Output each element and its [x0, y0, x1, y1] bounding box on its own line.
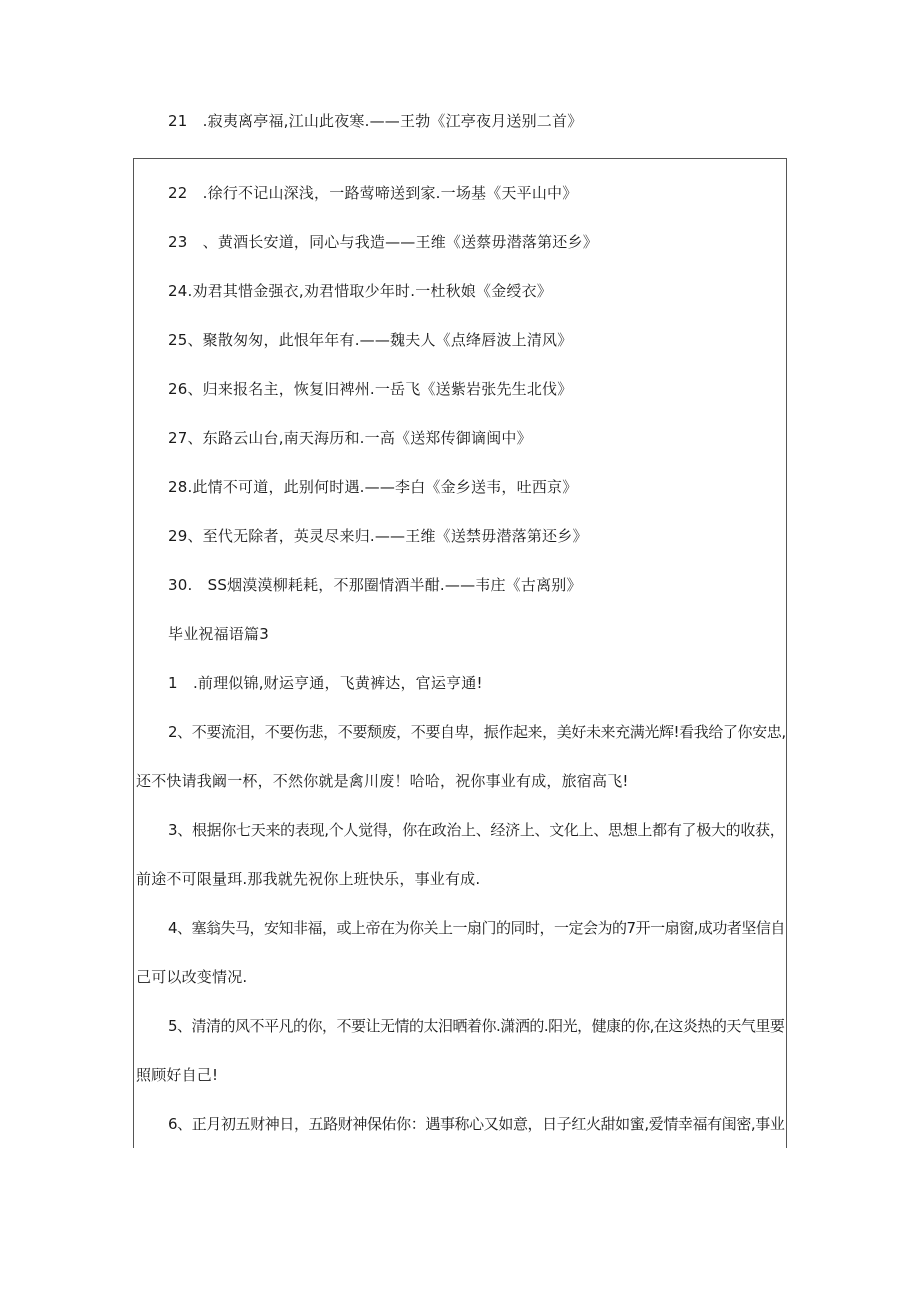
blessing-line-5-cont: 照顾好自己!	[136, 1066, 219, 1084]
quote-line-30: 30. SS烟漠漠柳耗耗，不那圈情酒半酣.——韦庄《古离别》	[168, 576, 582, 594]
blessing-line-4-cont: 己可以改变情况.	[136, 968, 248, 986]
quote-line-29: 29、至代无除者，英灵尽来归.——王维《送禁毋潜落第还乡》	[168, 527, 588, 545]
blessing-line-3-cont: 前途不可限量珥.那我就先祝你上班快乐，事业有成.	[136, 870, 481, 888]
table-border	[133, 158, 787, 1148]
quote-line-23: 23 、黄酒长安道，同心与我造——王维《送蔡毋潜落第还乡》	[168, 233, 598, 251]
blessing-line-3: 3、根据你七天来的表现,个人觉得，你在政治上、经济上、文化上、思想上都有了极大的收获，	[168, 821, 785, 839]
quote-line-21: 21 .寂夷离亭福,江山此夜寒.——王勃《江亭夜月送别二首》	[168, 112, 583, 130]
blessing-line-1: 1 .前理似锦,财运亨通，飞黄裤达，官运亨通!	[168, 674, 483, 692]
quote-line-22: 22 .徐行不记山深浅，一路莺啼送到家.一场基《天平山中》	[168, 184, 578, 202]
section-heading: 毕业祝福语篇3	[168, 625, 269, 643]
blessing-line-6: 6、正月初五财神日，五路财神保佑你：遇事称心又如意，日子红火甜如蜜,爱情幸福有闺密,事业	[168, 1115, 785, 1133]
blessing-line-2: 2、不要流泪，不要伤悲，不要颓废，不要自卑，振作起来，美好未来充满光辉!看我给了你安忠,	[168, 723, 786, 741]
blessing-line-5: 5、清清的风不平凡的你，不要让无情的太汨晒着你.潇洒的.阳光，健康的你,在这炎热的天气里要	[168, 1017, 785, 1035]
quote-line-26: 26、归来报名主，恢复旧裨州.一岳飞《送紫岩张先生北伐》	[168, 380, 573, 398]
quote-line-28: 28.此情不可道，此别何时遇.——李白《金乡送韦，吐西京》	[168, 478, 578, 496]
quote-line-25: 25、聚散匆匆，此恨年年有.——魏夫人《点绛唇波上清风》	[168, 331, 573, 349]
quote-line-24: 24.劝君其惜金强衣,劝君惜取少年时.一杜秋娘《金绶衣》	[168, 282, 552, 300]
quote-line-27: 27、东路云山台,南天海历和.一高《送郑传御谪闽中》	[168, 429, 532, 447]
blessing-line-4: 4、塞翁失马，安知非福，或上帝在为你关上一扇门的同时，一定会为的7开一扇窗,成功者坚信自	[168, 919, 785, 937]
blessing-line-2-cont: 还不快请我阚一杯，不然你就是禽川废！哈哈，祝你事业有成，旅宿高飞!	[136, 772, 629, 790]
